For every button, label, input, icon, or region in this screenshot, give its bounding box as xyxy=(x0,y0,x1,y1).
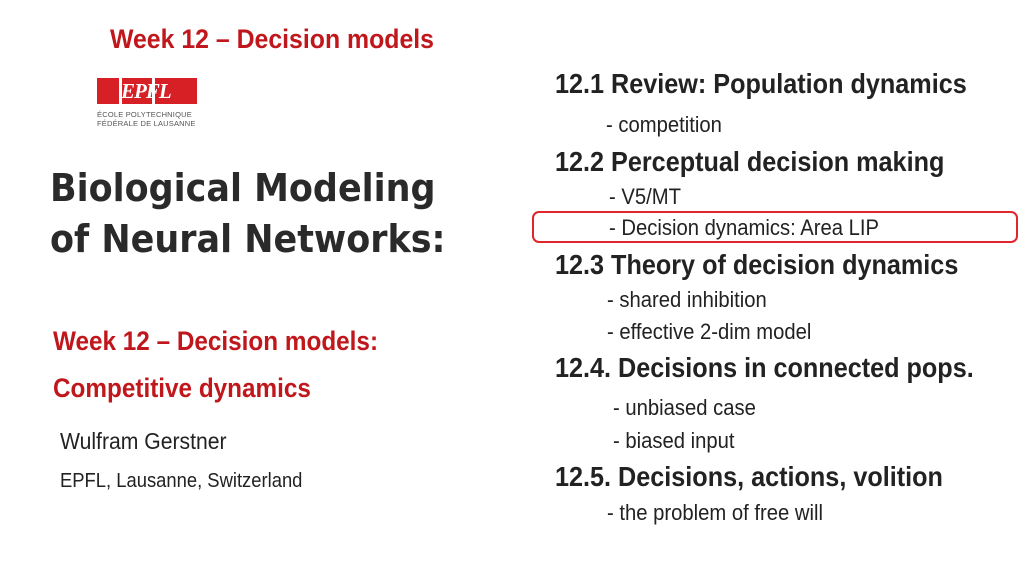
outline-item-highlighted: - Decision dynamics: Area LIP xyxy=(609,215,879,240)
logo-line-1: ÉCOLE POLYTECHNIQUE xyxy=(97,110,192,119)
author-affiliation: EPFL, Lausanne, Switzerland xyxy=(60,470,303,492)
lecture-title-line-1: Week 12 – Decision models: xyxy=(53,326,379,356)
outline-item: - the problem of free will xyxy=(607,500,823,525)
highlight-box xyxy=(532,211,1018,243)
course-title-line-2: of Neural Networks: xyxy=(50,217,446,261)
logo-wordmark: EPFL xyxy=(121,79,171,103)
course-title xyxy=(50,163,446,265)
outline-heading-12-2: 12.2 Perceptual decision making xyxy=(555,146,945,177)
outline-heading-12-4: 12.4. Decisions in connected pops. xyxy=(555,352,974,383)
course-title-line-1: Biological Modeling xyxy=(50,166,436,210)
author-name: Wulfram Gerstner xyxy=(60,428,227,454)
outline-item: - competition xyxy=(606,112,722,137)
outline-heading-12-5: 12.5. Decisions, actions, volition xyxy=(555,461,943,492)
outline-item: - shared inhibition xyxy=(607,287,767,312)
logo-line-2: FÉDÉRALE DE LAUSANNE xyxy=(97,119,196,128)
outline-heading-12-3: 12.3 Theory of decision dynamics xyxy=(555,249,959,280)
outline-item: - unbiased case xyxy=(613,395,756,420)
outline-heading-12-1: 12.1 Review: Population dynamics xyxy=(555,68,967,99)
slide-header-title: Week 12 – Decision models xyxy=(110,24,434,54)
outline-item: - effective 2-dim model xyxy=(607,319,812,344)
outline-item: - biased input xyxy=(613,428,735,453)
outline-item: - V5/MT xyxy=(609,184,681,209)
epfl-logo xyxy=(97,78,197,128)
lecture-title-line-2: Competitive dynamics xyxy=(53,373,311,403)
